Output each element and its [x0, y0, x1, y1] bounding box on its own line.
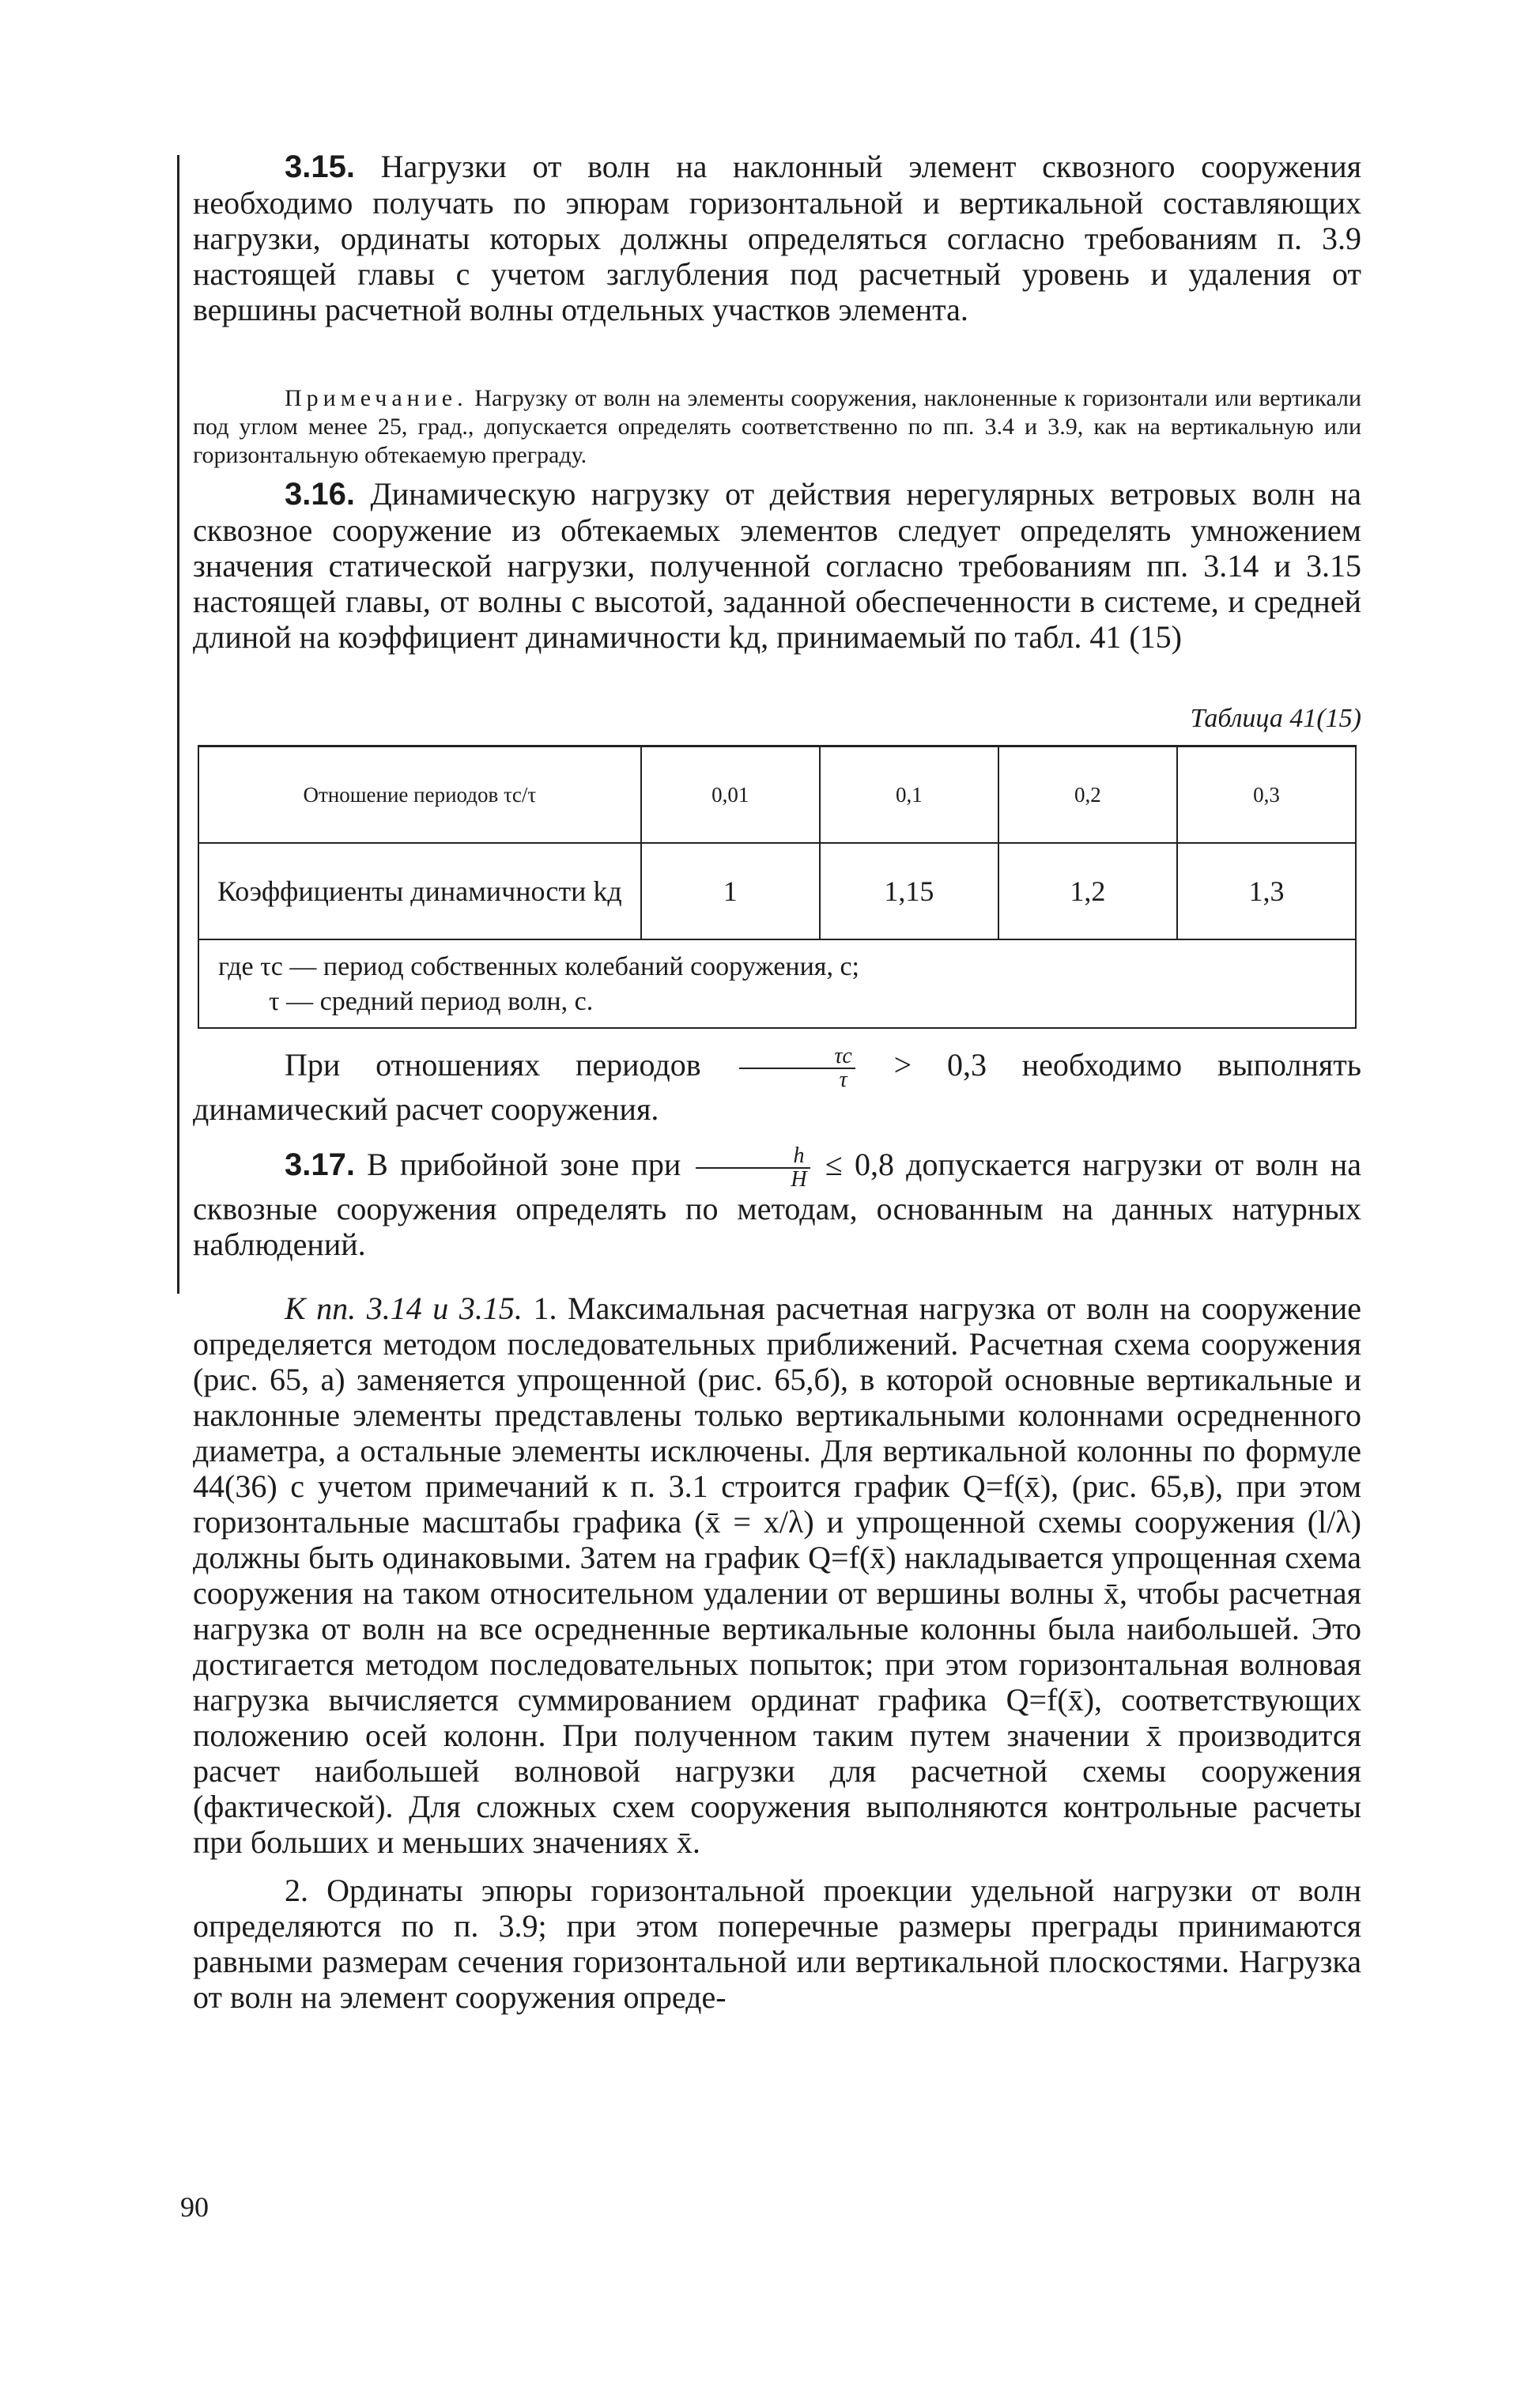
commentary-item-1 — [193, 1291, 1361, 1860]
text-part: В прибойной зоне при — [367, 1147, 681, 1183]
table-cell: 1,15 — [819, 844, 998, 939]
text-part: При отношениях периодов — [285, 1047, 701, 1083]
fraction-denominator: H — [791, 1167, 807, 1192]
periods-paragraph — [193, 1045, 1361, 1127]
paragraph-text: Нагрузки от волн на наклонный элемент сквозного сооружения необходимо получать по эпюрам горизонтальной и вертикальной составляющих нагрузки, ординаты которых должны определяться согласно требованиям п. 3.9 настоящей главы с учетом заглубления под расчетный уровень и удаления от вершины расчетной волны отдельных участков элемента. — [193, 149, 1361, 327]
text-part: > 0,3 необходимо выполнять динамический расчет сооружения. — [193, 1047, 1362, 1127]
header-cell: 0,1 — [819, 747, 998, 842]
commentary-lead: К пп. 3.14 и 3.15. — [285, 1291, 523, 1326]
margin-rule — [177, 155, 179, 1294]
header-label: Отношение периодов τс/τ — [303, 782, 537, 807]
footnote-line: τ — средний период волн, с. — [269, 987, 594, 1016]
section-number: 3.17. — [285, 1147, 355, 1183]
table-row — [199, 844, 1355, 939]
page-number: 90 — [180, 2191, 209, 2223]
section-number: 3.15. — [285, 149, 355, 184]
row-label: Коэффициенты динамичности kд — [217, 875, 622, 907]
header-cell: 0,2 — [998, 747, 1176, 842]
note-label: Примечание. — [285, 385, 468, 411]
header-cell: 0,3 — [1176, 747, 1355, 842]
header-cell: 0,01 — [640, 747, 819, 842]
section-number: 3.16. — [285, 477, 355, 512]
fraction-numerator: τс — [739, 1045, 855, 1069]
section-3-15 — [193, 149, 1361, 327]
table-cell: 1,3 — [1176, 844, 1355, 939]
fraction-numerator: h — [696, 1145, 810, 1169]
paragraph-3-16 — [193, 476, 1361, 655]
fraction-denominator: τ — [839, 1068, 847, 1092]
text-part: ≤ 0,8 допускается нагрузки от волн на сквозные сооружения определять по методам, основанным на данных натурных наблюдений. — [193, 1147, 1362, 1262]
commentary-item-2: 2. Ординаты эпюры горизонтальной проекции удельной нагрузки от волн определяются по п. 3.9; при этом поперечные размеры преграды принимаются равными размерам сечения горизонтальной или вертикальной плоскостями. Нагрузка от волн на элемент сооружения опреде- — [193, 1873, 1361, 2015]
paragraph-text: 1. Максимальная расчетная нагрузка от волн на сооружение определяется методом последовательных приближений. Расчетная схема сооружения (рис. 65, а) заменяется упрощенной (рис. 65,б), в которой основные вертикальные и наклонные элементы представлены только вертикальными колоннами осредненного диаметра, а остальные элементы исключены. Для вертикальной колонны по формуле 44(36) с учетом примечаний к п. 3.1 строится график Q=f(x̄), (рис. 65,в), при этом горизонтальные масштабы графика (x̄ = x/λ) и упрощенной схемы сооружения (l/λ) должны быть одинаковыми. Затем на график Q=f(x̄) накладывается упрощенная схема сооружения на таком относительном удалении от вершины волны x̄, чтобы расчетная нагрузка от волн на все осредненные вертикальные колонны была наибольшей. Это достигается методом последовательных попыток; при этом горизонтальная волновая нагрузка вычисляется суммированием ординат графика Q=f(x̄), соответствующих положению осей колонн. При полученном таким путем значении x̄ производится расчет наибольшей волновой нагрузки для расчетной схемы сооружения (фактической). Для сложных схем сооружения выполняются контрольные расчеты при больших и меньших значениях x̄. — [193, 1291, 1362, 1860]
paragraph-text: Динамическую нагрузку от действия нерегулярных ветровых волн на сквозное сооружение из обтекаемых элементов следует определять умножением значения статической нагрузки, полученной согласно требованиям пп. 3.14 и 3.15 настоящей главы, от волны с высотой, заданной обеспеченности в системе, и средней длиной на коэффициент динамичности kд, принимаемый по табл. 41 (15) — [193, 476, 1362, 655]
note-text: Нагрузку от волн на элементы сооружения, наклоненные к горизонтали или вертикали под углом менее 25, град., допускается определять соответственно по пп. 3.4 и 3.9, как на вертикальную или горизонтальную обтекаемую преграду. — [193, 385, 1362, 468]
paragraph-text — [193, 1045, 1361, 1127]
table-header-row — [199, 747, 1355, 844]
table-caption: Таблица 41(15) — [1190, 704, 1361, 733]
fraction — [739, 1045, 855, 1091]
section-3-16 — [193, 476, 1361, 655]
note-block — [193, 384, 1361, 470]
paragraph-3-15 — [193, 149, 1361, 327]
section-3-17 — [193, 1145, 1361, 1262]
fraction — [696, 1145, 810, 1191]
table-cell: 1,2 — [998, 844, 1176, 939]
paragraph-3-17 — [193, 1145, 1361, 1262]
coefficients-table — [198, 745, 1357, 1029]
footnote-line: где τс — период собственных колебаний сооружения, с; — [218, 952, 859, 981]
table-footnote — [199, 939, 1355, 1027]
note-paragraph — [193, 384, 1361, 470]
table-cell: 1 — [640, 844, 819, 939]
commentary-block — [193, 1291, 1361, 2015]
